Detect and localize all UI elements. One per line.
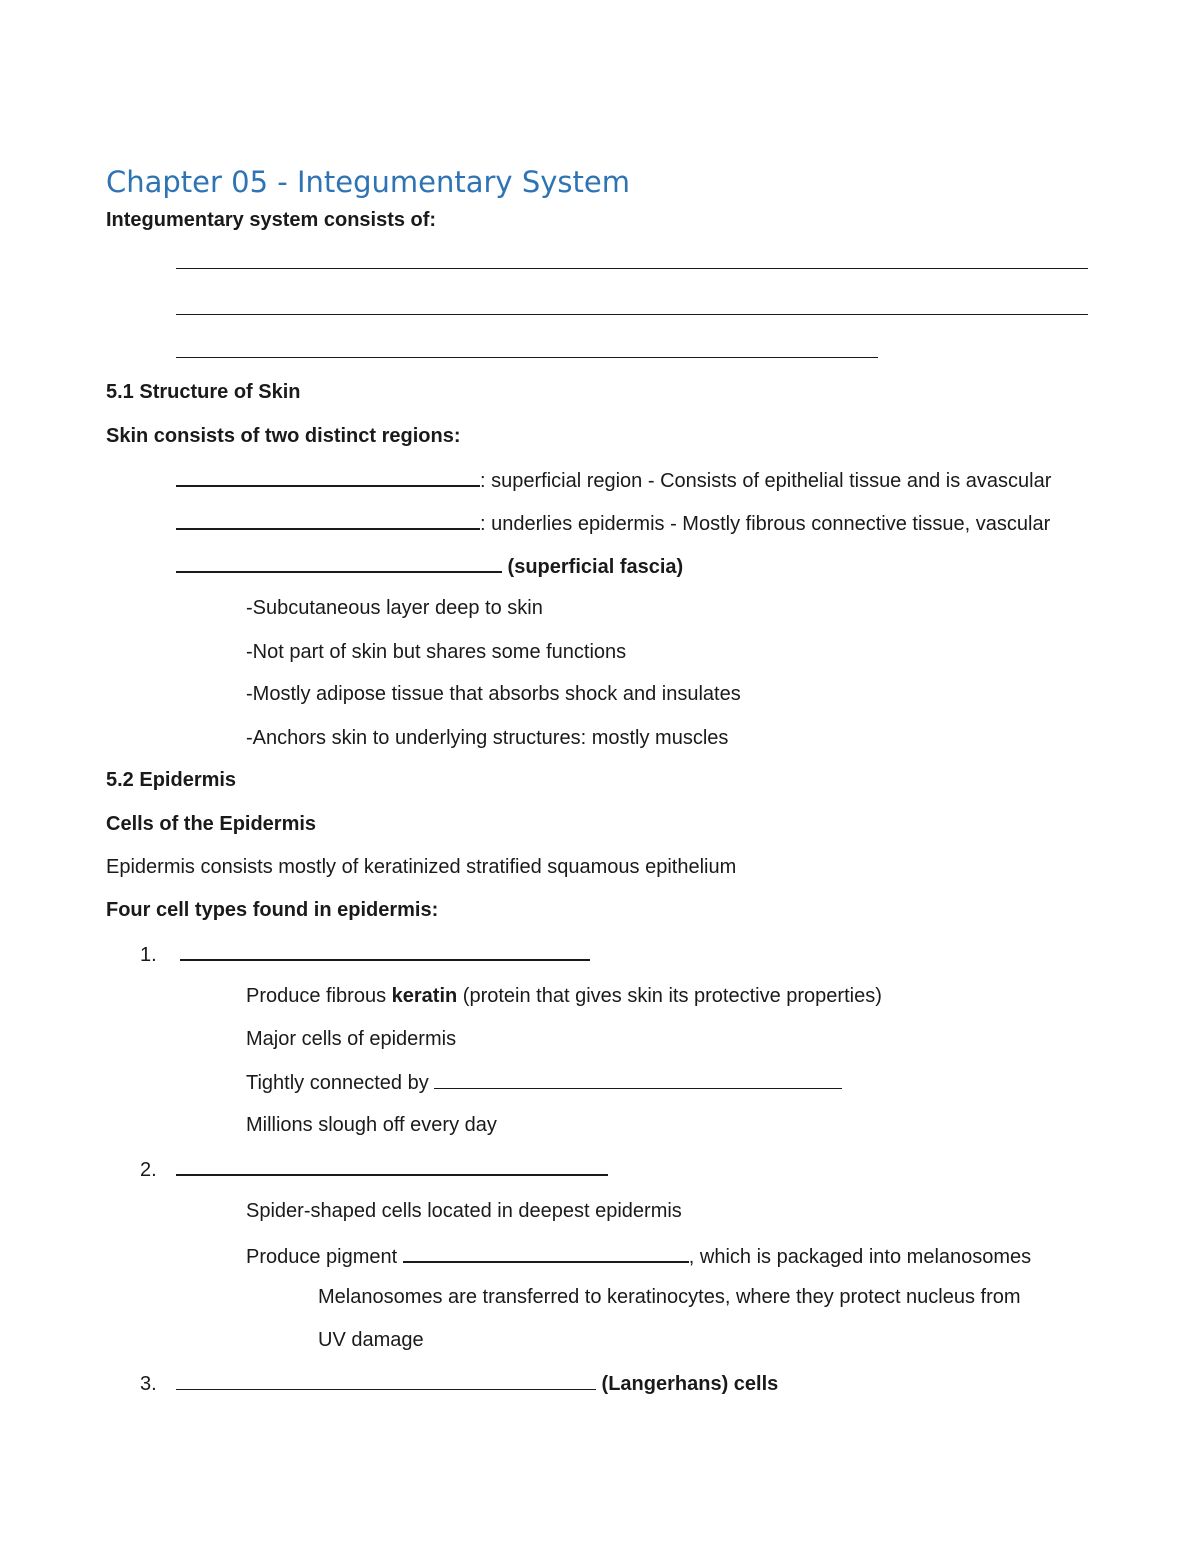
- item1-line3-text: Tightly connected by: [246, 1072, 435, 1094]
- epidermis-desc: : superficial region - Consists of epithelial tissue and is avascular: [480, 470, 1052, 492]
- hypodermis-bullet: -Anchors skin to underlying structures: mostly muscles: [246, 727, 729, 749]
- hypodermis-blank[interactable]: [176, 553, 502, 573]
- section-5-2-heading: 5.2 Epidermis: [106, 769, 237, 791]
- epidermis-line: [176, 467, 1051, 493]
- list-item-1: [140, 941, 590, 967]
- list-number: 1.: [140, 944, 157, 966]
- item3-desc: (Langerhans) cells: [596, 1373, 779, 1395]
- cells-text: Epidermis consists mostly of keratinized stratified squamous epithelium: [106, 856, 737, 878]
- hypodermis-desc: (superficial fascia): [502, 556, 684, 578]
- intro-heading: Integumentary system consists of:: [106, 209, 437, 231]
- pigment-blank[interactable]: [403, 1243, 689, 1263]
- item2-line1: Spider-shaped cells located in deepest epidermis: [246, 1200, 682, 1222]
- epidermis-blank[interactable]: [176, 467, 480, 487]
- hypodermis-line: [176, 553, 683, 579]
- item2-line3: Melanosomes are transferred to keratinocytes, where they protect nucleus from: [318, 1286, 1021, 1308]
- item2-blank[interactable]: [176, 1156, 608, 1176]
- four-cell-types-heading: Four cell types found in epidermis:: [106, 899, 439, 921]
- item2-line2-pre: Produce pigment: [246, 1246, 403, 1268]
- dermis-desc: : underlies epidermis - Mostly fibrous connective tissue, vascular: [480, 513, 1051, 535]
- item1-line4: Millions slough off every day: [246, 1114, 497, 1136]
- item1-line2: Major cells of epidermis: [246, 1028, 457, 1050]
- hypodermis-bullet: -Not part of skin but shares some functions: [246, 641, 627, 663]
- dermis-blank[interactable]: [176, 510, 480, 530]
- page-title: Chapter 05 - Integumentary System: [106, 165, 630, 199]
- item1-line3: [246, 1070, 842, 1095]
- item2-line2: [246, 1243, 1031, 1269]
- item1-blank[interactable]: [180, 941, 590, 961]
- item1-line1-post: (protein that gives skin its protective properties): [457, 985, 882, 1007]
- item2-line2-post: , which is packaged into melanosomes: [688, 1246, 1032, 1268]
- skin-regions-heading: Skin consists of two distinct regions:: [106, 425, 461, 447]
- list-number: 3.: [140, 1373, 157, 1395]
- hypodermis-bullet: -Subcutaneous layer deep to skin: [246, 597, 543, 619]
- list-item-2: [140, 1156, 608, 1182]
- list-number: 2.: [140, 1159, 157, 1181]
- cells-heading: Cells of the Epidermis: [106, 813, 317, 835]
- item1-line1: [246, 984, 882, 1008]
- section-5-1-heading: 5.1 Structure of Skin: [106, 381, 301, 403]
- item1-line1-pre: Produce fibrous: [246, 985, 392, 1007]
- answer-line-3[interactable]: [176, 357, 878, 358]
- item1-keratin: keratin: [391, 985, 458, 1007]
- item3-blank[interactable]: [176, 1371, 596, 1390]
- item2-line4: UV damage: [318, 1329, 424, 1351]
- answer-line-1[interactable]: [176, 268, 1088, 269]
- desmosome-blank[interactable]: [434, 1070, 842, 1089]
- dermis-line: [176, 510, 1050, 536]
- list-item-3: [140, 1371, 778, 1396]
- answer-line-2[interactable]: [176, 314, 1088, 315]
- hypodermis-bullet: -Mostly adipose tissue that absorbs shock and insulates: [246, 683, 741, 705]
